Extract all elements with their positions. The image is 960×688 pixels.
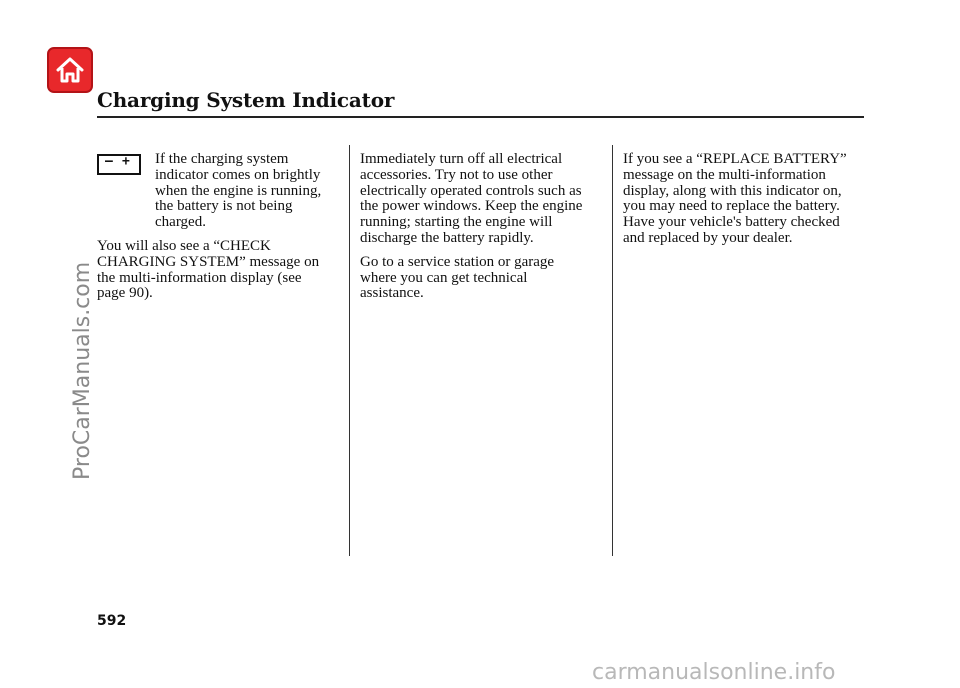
battery-icon: [97, 154, 141, 175]
text-column-3: [623, 152, 855, 255]
text-column-2: [360, 152, 592, 310]
home-icon: [54, 54, 86, 86]
home-button[interactable]: [47, 47, 93, 93]
battery-minus-sign: –: [105, 154, 113, 169]
page-number: 592: [97, 613, 127, 629]
paragraph: If you see a “REPLACE BATTERY” message on the multi-information display, along with this indicator on, you may need to replace the battery. Have your vehicle's battery checked and replaced by your dealer.: [623, 151, 847, 246]
paragraph: [97, 152, 329, 231]
column-divider: [349, 145, 350, 556]
battery-plus-sign: +: [122, 154, 130, 169]
text-column-1: [97, 152, 329, 310]
title-divider: [97, 116, 864, 118]
paragraph: Go to a service station or garage where you can get technical assistance.: [360, 253, 555, 302]
paragraph-text: If the charging system indicator comes on brightly when the engine is running, the battery is not being charged.: [155, 151, 322, 231]
paragraph: Immediately turn off all electrical accessories. Try not to use other electrically operated controls such as the power windows. Keep the engine running; starting the engine will discharge the battery rapidly.: [360, 151, 583, 246]
paragraph: You will also see a “CHECK CHARGING SYSTEM” message on the multi-information display (see page 90).: [97, 237, 320, 302]
column-divider: [612, 145, 613, 556]
page-title: Charging System Indicator: [97, 88, 395, 112]
side-watermark: ProCarManuals.com: [70, 261, 95, 480]
bottom-watermark: carmanualsonline.info: [592, 660, 836, 685]
